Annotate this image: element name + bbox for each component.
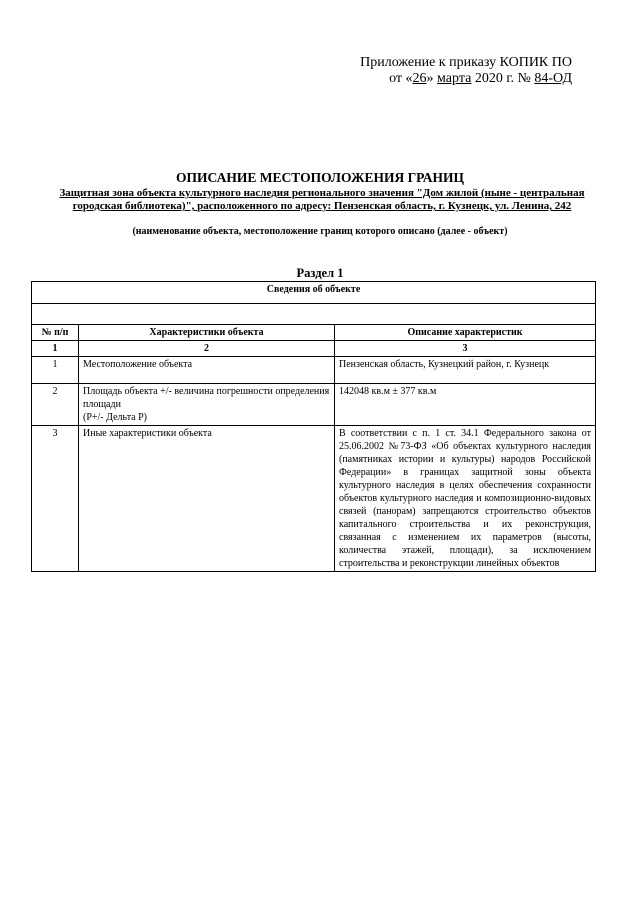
table-spacer-row	[32, 304, 596, 325]
document-title: ОПИСАНИЕ МЕСТОПОЛОЖЕНИЯ ГРАНИЦ	[176, 170, 464, 185]
table-row	[32, 357, 596, 384]
order-number: 84-ОД	[534, 71, 572, 86]
column-number: 1	[32, 341, 79, 357]
row-value: В соответствии с п. 1 ст. 34.1 Федерального закона от 25.06.2002 №73-ФЗ «Об объектах культурного наследия (памятниках истории и культуры) народов Российской Федерации» в границах защитной зоны объекта культурного наследия в целях обеспечения сохранности объектов культурного наследия и композиционно-видовых связей (панорам) запрещаются строительство объектов капитального строительства и их реконструкция, связанная с изменением их параметров (высоты, количества этажей, площади), за исключением строительства и реконструкции линейных объектов	[335, 426, 596, 572]
row-number: 1	[32, 357, 79, 384]
row-value: Пензенская область, Кузнецкий район, г. Кузнецк	[335, 357, 596, 384]
row-characteristic: Иные характеристики объекта	[79, 426, 335, 572]
spacer-cell	[32, 304, 596, 325]
object-info-table	[31, 281, 596, 572]
date-mid: »	[426, 71, 438, 86]
order-day: 26	[412, 71, 427, 86]
row-number: 3	[32, 426, 79, 572]
table-caption: Сведения об объекте	[32, 282, 596, 304]
appendix-line1: Приложение к приказу КОПИК ПО	[360, 55, 572, 70]
date-prefix: от «	[389, 71, 413, 86]
row-characteristic-text: Площадь объекта +/- величина погрешности определения площади	[83, 386, 330, 410]
row-characteristic	[79, 384, 335, 426]
table-row	[32, 384, 596, 426]
row-characteristic-formula: (Р+/- Дельта Р)	[83, 412, 148, 423]
object-description: Защитная зона объекта культурного наследия регионального значения "Дом жилой (ныне - центральная городская библиотека)", расположенного по адресу: Пензенская область, г. Кузнецк, ул. Ленина, 242	[59, 187, 585, 212]
table-caption-row	[32, 282, 596, 304]
table-row	[32, 426, 596, 572]
column-number-row	[32, 341, 596, 357]
column-number: 3	[335, 341, 596, 357]
row-value: 142048 кв.м ± 377 кв.м	[335, 384, 596, 426]
column-number: 2	[79, 341, 335, 357]
object-note: (наименование объекта, местоположение границ которого описано (далее - объект)	[132, 226, 508, 237]
appendix-header	[360, 55, 572, 87]
header-number: № п/п	[32, 325, 79, 341]
row-characteristic: Местоположение объекта	[79, 357, 335, 384]
row-number: 2	[32, 384, 79, 426]
table-header-row	[32, 325, 596, 341]
section-title: Раздел 1	[296, 266, 344, 280]
header-characteristic: Характеристики объекта	[79, 325, 335, 341]
header-description: Описание характеристик	[335, 325, 596, 341]
order-month: марта	[437, 71, 472, 86]
order-year: 2020 г. №	[471, 71, 535, 86]
appendix-line2	[360, 71, 572, 87]
